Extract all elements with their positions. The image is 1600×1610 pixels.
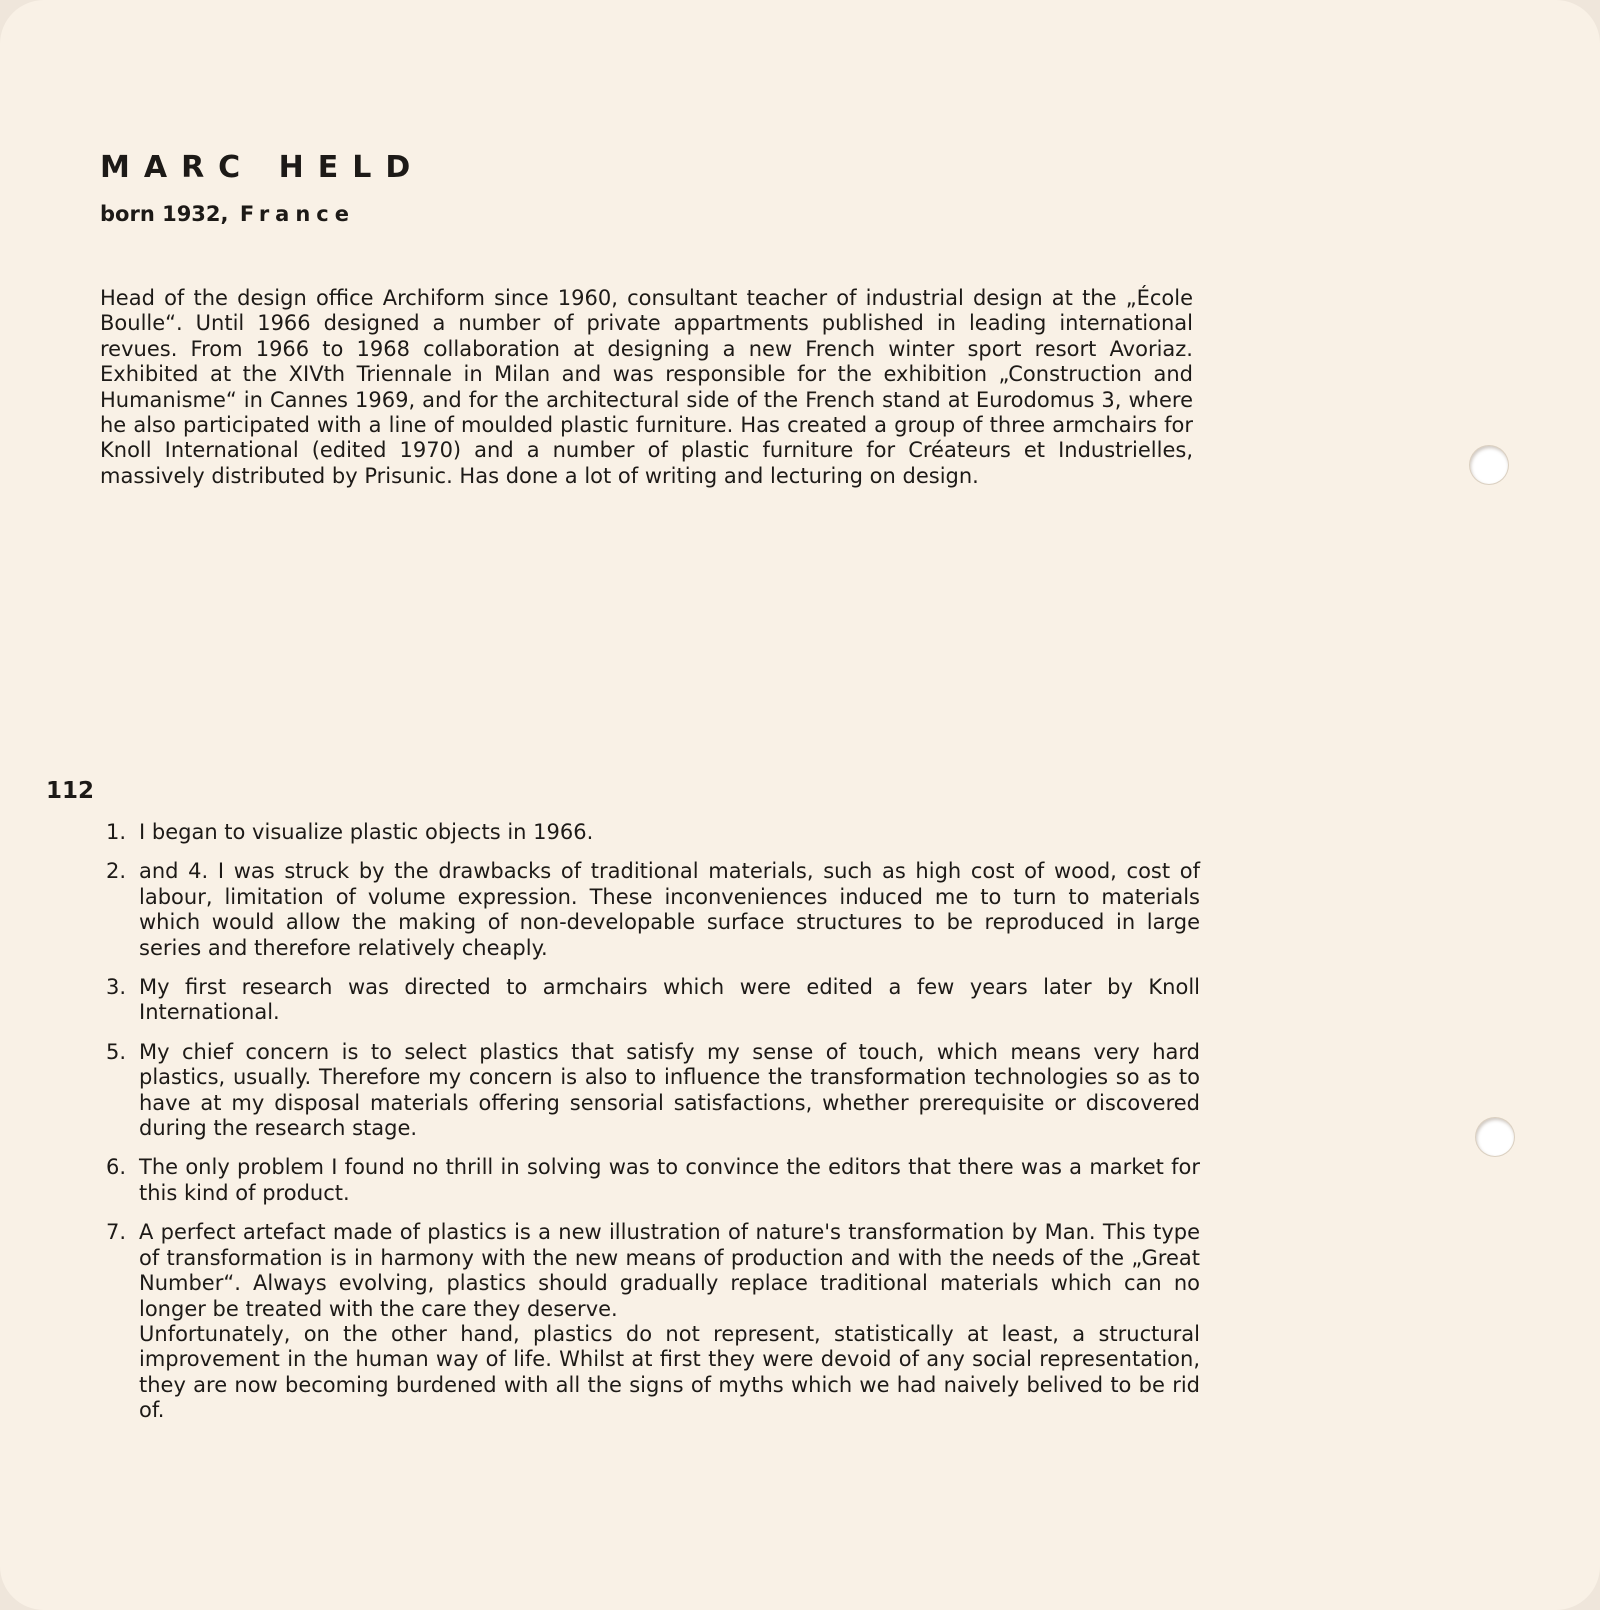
birth-country: France — [239, 202, 355, 226]
answer-text-continued: Unfortunately, on the other hand, plastics do not represent, statistically at least, a structural improvement in the human way of life. Whilst at first they were devoid of any social representation, they are now becoming burdened with all the signs of myths which we had naively belived to be rid of. — [139, 1321, 1200, 1423]
answer-text: My first research was directed to armchairs which were edited a few years later by Knoll International. — [139, 975, 1200, 1025]
answer-number: 2. — [106, 859, 127, 884]
punch-hole-bottom — [1476, 1118, 1514, 1156]
answer-text: The only problem I found no thrill in solving was to convince the editors that there was a market for this kind of product. — [139, 1155, 1200, 1205]
page-number: 112 — [46, 778, 95, 804]
answers-list — [106, 820, 1200, 1438]
answer-item — [106, 1040, 1200, 1142]
answer-item — [106, 859, 1200, 961]
answer-number: 7. — [106, 1220, 127, 1245]
answer-number: 6. — [106, 1155, 127, 1180]
birth-line — [100, 202, 355, 226]
answer-text: I began to visualize plastic objects in 1966. — [139, 820, 594, 844]
birth-year: born 1932, — [100, 202, 229, 226]
designer-name: MARC HELD — [100, 150, 425, 185]
answer-number: 5. — [106, 1039, 127, 1064]
answer-item — [106, 1220, 1200, 1423]
punch-hole-top — [1470, 446, 1508, 484]
answer-item — [106, 1155, 1200, 1206]
answer-item — [106, 975, 1200, 1026]
answer-number: 1. — [106, 820, 127, 844]
answer-text: My chief concern is to select plastics that satisfy my sense of touch, which means very hard plastics, usually. Therefore my concern is also to influence the transformation technologies so as to have at my disposal materials offering sensorial satisfactions, whether prerequisite or discovered during the research stage. — [139, 1039, 1200, 1141]
answer-text: and 4. I was struck by the drawbacks of traditional materials, such as high cost of wood, cost of labour, limitation of volume expression. These inconveniences induced me to turn to materials which would allow the making of non-developable surface structures to be reproduced in large series and therefore relatively cheaply. — [139, 859, 1200, 960]
answer-text: A perfect artefact made of plastics is a new illustration of nature's transformation by Man. This type of transformation is in harmony with the new means of production and with the needs of the „Great Number“. Always evolving, plastics should gradually replace traditional materials which can no longer be treated with the care they deserve. — [139, 1220, 1200, 1321]
biography-paragraph: Head of the design office Archiform since 1960, consultant teacher of industrial design at the „École Boulle“. Until 1966 designed a number of private appartments published in leading international revues. From 1966 to 1968 collaboration at designing a new French winter sport resort Avoriaz. Exhibited at the XIVth Triennale in Milan and was responsible for the exhibition „Construction and Humanisme“ in Cannes 1969, and for the architectural side of the French stand at Eurodomus 3, where he also participated with a line of moulded plastic furniture. Has created a group of three armchairs for Knoll International (edited 1970) and a number of plastic furniture for Créateurs et Industrielles, massively distributed by Prisunic. Has done a lot of writing and lecturing on design. — [100, 286, 1193, 488]
answer-item — [106, 820, 1200, 845]
answer-number: 3. — [106, 975, 127, 1000]
